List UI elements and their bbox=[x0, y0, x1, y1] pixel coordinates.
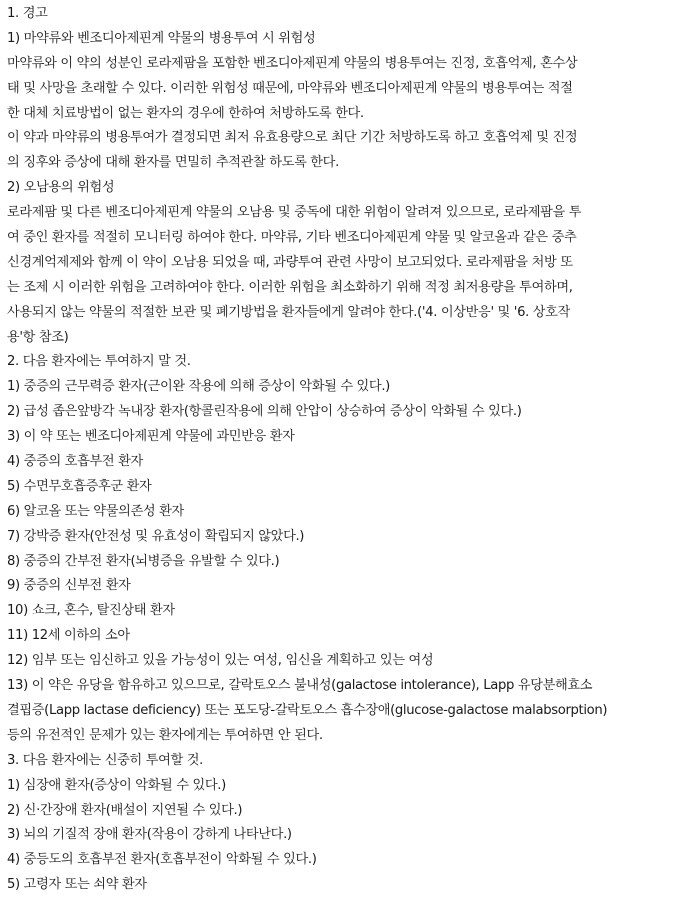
paragraph-line: 신경계억제제와 함께 이 약이 오남용 되었을 때, 과량투여 관련 사망이 보고되었다. 로라제팜을 처방 또 bbox=[7, 254, 573, 270]
paragraph-line: 용'항 참조) bbox=[7, 329, 69, 345]
subsection-heading-opioid-combination: 1) 마약류와 벤조디아제핀계 약물의 병용투여 시 위험성 bbox=[7, 30, 316, 46]
list-item: 6) 알코올 또는 약물의존성 환자 bbox=[7, 503, 184, 519]
list-item: 12) 임부 또는 임신하고 있을 가능성이 있는 여성, 임신을 계획하고 있는 여성 bbox=[7, 653, 434, 669]
section-heading-contraindications: 2. 다음 환자에는 투여하지 말 것. bbox=[7, 354, 191, 370]
list-item: 10) 쇼크, 혼수, 탈진상태 환자 bbox=[7, 603, 175, 619]
list-item: 결핍증(Lapp lactase deficiency) 또는 포도당-갈락토오스 흡수장애(glucose-galactose malabsorption) bbox=[7, 702, 608, 718]
list-item: 11) 12세 이하의 소아 bbox=[7, 628, 130, 644]
list-item: 4) 중등도의 호흡부전 환자(호흡부전이 악화될 수 있다.) bbox=[7, 852, 317, 868]
list-item: 3) 이 약 또는 벤조디아제핀계 약물에 과민반응 환자 bbox=[7, 429, 295, 445]
paragraph-line: 한 대체 치료방법이 없는 환자의 경우에 한하여 처방하도록 한다. bbox=[7, 105, 364, 121]
paragraph-line: 마약류와 이 약의 성분인 로라제팜을 포함한 벤조디아제핀계 약물의 병용투여는 진정, 호흡억제, 혼수상 bbox=[7, 55, 578, 71]
paragraph-line: 는 조제 시 이러한 위험을 고려하여야 한다. 이러한 위험을 최소화하기 위해 적정 최저용량을 투여하며, bbox=[7, 279, 573, 295]
paragraph-line: 이 약과 마약류의 병용투여가 결정되면 최저 유효용량으로 최단 기간 처방하도록 하고 호흡억제 및 진정 bbox=[7, 130, 578, 146]
paragraph-line: 사용되지 않는 약물의 적절한 보관 및 폐기방법을 환자들에게 알려야 한다.('4. 이상반응' 및 '6. 상호작 bbox=[7, 304, 570, 320]
list-item: 1) 중증의 근무력증 환자(근이완 작용에 의해 증상이 악화될 수 있다.) bbox=[7, 379, 390, 395]
list-item: 9) 중증의 신부전 환자 bbox=[7, 578, 131, 594]
list-item: 5) 고령자 또는 쇠약 환자 bbox=[7, 877, 147, 893]
section-heading-caution: 3. 다음 환자에는 신중히 투여할 것. bbox=[7, 752, 203, 768]
list-item: 8) 중증의 간부전 환자(뇌병증을 유발할 수 있다.) bbox=[7, 553, 280, 569]
list-item: 3) 뇌의 기질적 장애 환자(작용이 강하게 나타난다.) bbox=[7, 827, 292, 843]
list-item: 2) 급성 좁은앞방각 녹내장 환자(항콜린작용에 의해 안압이 상승하여 증상이 악화될 수 있다.) bbox=[7, 404, 522, 420]
paragraph-line: 의 징후와 증상에 대해 환자를 면밀히 추적관찰 하도록 한다. bbox=[7, 155, 339, 171]
subsection-heading-abuse-risk: 2) 오남용의 위험성 bbox=[7, 180, 115, 196]
paragraph-line: 로라제팜 및 다른 벤조디아제핀계 약물의 오남용 및 중독에 대한 위험이 알려져 있으므로, 로라제팜을 투 bbox=[7, 205, 582, 221]
list-item: 5) 수면무호흡증후군 환자 bbox=[7, 478, 152, 494]
section-heading-warning: 1. 경고 bbox=[7, 6, 48, 21]
paragraph-line: 여 중인 환자를 적절히 모니터링 하여야 한다. 마약류, 기타 벤조디아제핀계 약물 및 알코올과 같은 중추 bbox=[7, 230, 577, 246]
paragraph-line: 태 및 사망을 초래할 수 있다. 이러한 위험성 때문에, 마약류와 벤조디아제핀계 약물의 병용투여는 적절 bbox=[7, 80, 573, 96]
list-item: 2) 신·간장애 환자(배설이 지연될 수 있다.) bbox=[7, 802, 243, 818]
list-item: 1) 심장애 환자(증상이 악화될 수 있다.) bbox=[7, 777, 226, 793]
list-item: 등의 유전적인 문제가 있는 환자에게는 투여하면 안 된다. bbox=[7, 727, 323, 743]
list-item: 7) 강박증 환자(안전성 및 유효성이 확립되지 않았다.) bbox=[7, 528, 305, 544]
list-item: 4) 중증의 호흡부전 환자 bbox=[7, 454, 143, 470]
list-item: 13) 이 약은 유당을 함유하고 있으므로, 갈락토오스 불내성(galactose intolerance), Lapp 유당분해효소 bbox=[7, 678, 593, 694]
